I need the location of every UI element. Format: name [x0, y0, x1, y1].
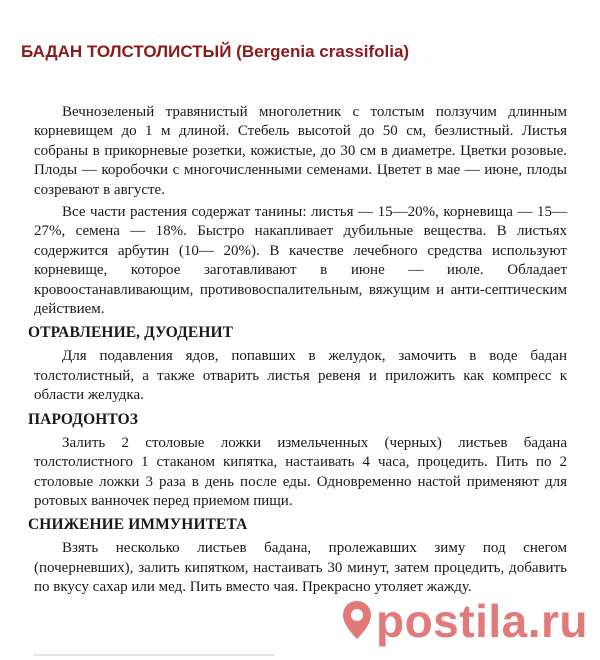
section-heading-immunity: СНИЖЕНИЕ ИММУНИТЕТА	[28, 516, 248, 534]
intro-paragraph: Вечнозеленый травянистый многолетник с толстым ползучим длинным корневищем до 1 м длиной. Стебель высотой до 50 см, безлистный. Листья собраны в прикорневые розетки, кожистые, до 30 см в диаметре. Цветки розовые. Плоды — коробочки с многочисленными семенами. Цветет в мае — июне, плоды созревают в августе.	[34, 104, 567, 198]
article-body	[28, 103, 567, 601]
section-text-immunity: Взять несколько листьев бадана, пролежавших зиму под снегом (почерневших), залить кипятком, настаивать 30 минут, затем процедить, добавить по вкусу сахар или мед. Пить вместо чая. Прекрасно утоляет жажду.	[34, 540, 567, 596]
page-title	[21, 42, 409, 62]
intro-paragraph: Все части растения содержат танины: листья — 15—20%, корневища — 15—27%, семена — 18%. Быстро накапливает дубильные вещества. В листьях содержится арбутин (10— 20%). В качестве лечебного средства используют корневище, которое заготавливают в июне — июле. Обладает кровоостанавливающим, противовоспалительным, вяжущим и анти-септическим действием.	[34, 204, 567, 318]
cropped-line	[34, 654, 274, 660]
section-text-periodontosis: Залить 2 столовые ложки измельченных (черных) листьев бадана толстолистного 1 стаканом кипятка, настаивать 4 часа, процедить. Пить по 2 столовые ложки 3 раза в день после еды. Одновременно настой применяют для ротовых ванночек перед приемом пищи.	[34, 434, 567, 509]
watermark-text: postila.ru	[375, 595, 588, 648]
section-heading-poisoning: ОТРАВЛЕНИЕ, ДУОДЕНИТ	[28, 324, 234, 342]
title-main: БАДАН ТОЛСТОЛИСТЫЙ	[21, 42, 232, 61]
section-text-poisoning: Для подавления ядов, попавших в желудок, замочить в воде бадан толстолистный, а также отварить листья ревеня и приложить как компресс к области желудка.	[34, 348, 567, 404]
title-latin: (Bergenia crassifolia)	[236, 42, 410, 61]
pin-icon	[340, 598, 374, 652]
watermark	[340, 594, 588, 652]
section-heading-periodontosis: ПАРОДОНТОЗ	[28, 410, 139, 428]
